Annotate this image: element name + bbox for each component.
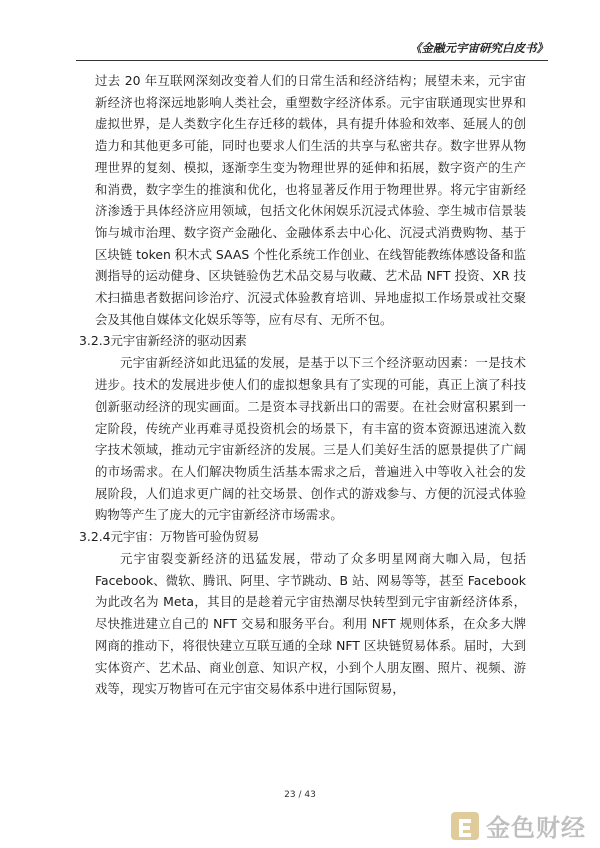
page-content [79,70,526,700]
watermark [450,808,586,843]
body-paragraph: 元宇宙裂变新经济的迅猛发展，带动了众多明星网商大咖入局，包括Facebook、微软、腾讯、阿里、字节跳动、B 站、网易等等，甚至 Facebook为此改名为 Meta，其目的是趁着元宇宙热潮尽快转型到元宇宙新经济体系，尽快推进建立自己的 NFT 交易和服务平台。利用 NFT 规则体系，在众多大牌网商的推动下，将很快建立互联互通的全球 NFT 区块链贸易体系。届时，大到实体资产、艺术品、商业创意、知识产权，小到个人朋友圈、照片、视频、游戏等，现实万物皆可在元宇宙交易体系中进行国际贸易， [95,551,526,697]
jinse-logo-icon [450,811,480,841]
header-title: 《金融元宇宙研究白皮书》 [410,41,548,55]
section-heading: 3.2.4元宇宙：万物皆可验伪贸易 [79,529,260,545]
section-heading: 3.2.3元宇宙新经济的驱动因素 [79,333,247,349]
page-number: 23 / 43 [284,790,316,800]
header-divider [76,60,548,61]
watermark-text: 金色财经 [486,814,586,842]
body-paragraph: 过去 20 年互联网深刻改变着人们的日常生活和经济结构；展望未来，元宇宙新经济也将深远地影响人类社会，重塑数字经济体系。元宇宙联通现实世界和虚拟世界，是人类数字化生存迁移的载体，具有提升体验和效率、延展人的创造力和其他更多可能，同时也要求人们生活的共享与私密共存。数字世界从物理世界的复刻、模拟，逐渐孪生变为物理世界的延伸和拓展，数字资产的生产和消费，数字孪生的推演和优化，也将显著反作用于物理世界。将元宇宙新经济渗透于具体经济应用领域，包括文化休闲娱乐沉浸式体验、孪生城市信景装饰与城市治理、数字资产金融化、金融体系去中心化、沉浸式消费购物、基于区块链 token 积木式 SAAS 个性化系统工作创业、在线智能教练体感设备和监测指导的运动健身、区块链验伪艺术品交易与收藏、艺术品 NFT 投资、XR 技术扫描患者数据问诊治疗、沉浸式体验教育培训、异地虚拟工作场景或社交聚会及其他自媒体文化娱乐等等，应有尽有、无所不包。 [95,73,526,327]
body-paragraph: 元宇宙新经济如此迅猛的发展，是基于以下三个经济驱动因素：一是技术进步。技术的发展进步使人们的虚拟想象具有了实现的可能，真正上演了科技创新驱动经济的现实画面。二是资本寻找新出口的需要。在社会财富积累到一定阶段，传统产业再难寻觅投资机会的场景下，有丰富的资本资源迅速流入数字技术领域，推动元宇宙新经济的发展。三是人们美好生活的愿景提供了广阔的市场需求。在人们解决物质生活基本需求之后，普遍进入中等收入社会的发展阶段，人们追求更广阔的社交场景、创作式的游戏参与、方便的沉浸式体验购物等产生了庞大的元宇宙新经济市场需求。 [95,355,526,523]
